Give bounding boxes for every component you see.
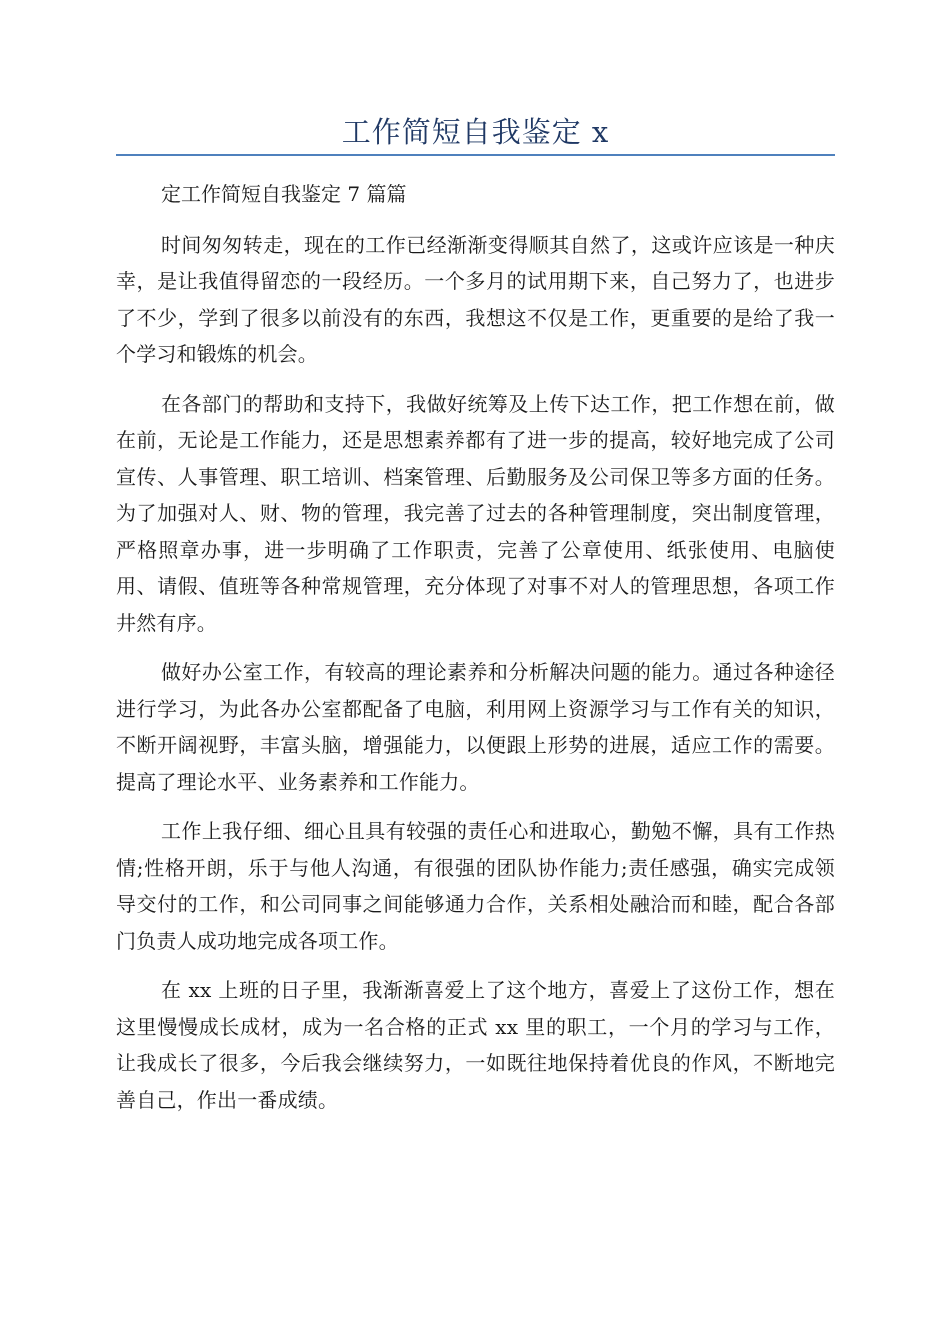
document-title: 工作简短自我鉴定 x bbox=[341, 115, 610, 149]
paragraph-1: 时间匆匆转走，现在的工作已经渐渐变得顺其自然了，这或许应该是一种庆幸，是让我值得留恋的一段经历。一个多月的试用期下来，自己努力了，也进步了不少，学到了很多以前没有的东西，我想这不仅是工作，更重要的是给了我一个学习和锻炼的机会。 bbox=[116, 232, 835, 366]
document-body bbox=[116, 176, 835, 1131]
paragraph-3: 做好办公室工作，有较高的理论素养和分析解决问题的能力。通过各种途径进行学习，为此各办公室都配备了电脑，利用网上资源学习与工作有关的知识，不断开阔视野，丰富头脑，增强能力，以便跟上形势的进展，适应工作的需要。提高了理论水平、业务素养和工作能力。 bbox=[116, 660, 835, 794]
title-underline bbox=[116, 154, 835, 156]
paragraph-5: 在 xx 上班的日子里，我渐渐喜爱上了这个地方，喜爱上了这份工作，想在这里慢慢成长成材，成为一名合格的正式 xx 里的职工，一个月的学习与工作，让我成长了很多，今后我会继续努力，一如既往地保持着优良的作风，不断地完善自己，作出一番成绩。 bbox=[116, 978, 835, 1112]
paragraph-2: 在各部门的帮助和支持下，我做好统筹及上传下达工作，把工作想在前，做在前，无论是工作能力，还是思想素养都有了进一步的提高，较好地完成了公司宣传、人事管理、职工培训、档案管理、后勤服务及公司保卫等多方面的任务。为了加强对人、财、物的管理，我完善了过去的各种管理制度，突出制度管理，严格照章办事，进一步明确了工作职责，完善了公章使用、纸张使用、电脑使用、请假、值班等各种常规管理，充分体现了对事不对人的管理思想，各项工作井然有序。 bbox=[116, 391, 835, 635]
document-subtitle: 定工作简短自我鉴定 7 篇篇 bbox=[161, 182, 407, 206]
paragraph-4: 工作上我仔细、细心且具有较强的责任心和进取心，勤勉不懈，具有工作热情;性格开朗，乐于与他人沟通，有很强的团队协作能力;责任感强，确实完成领导交付的工作，和公司同事之间能够通力合作，关系相处融洽而和睦，配合各部门负责人成功地完成各项工作。 bbox=[116, 819, 835, 953]
